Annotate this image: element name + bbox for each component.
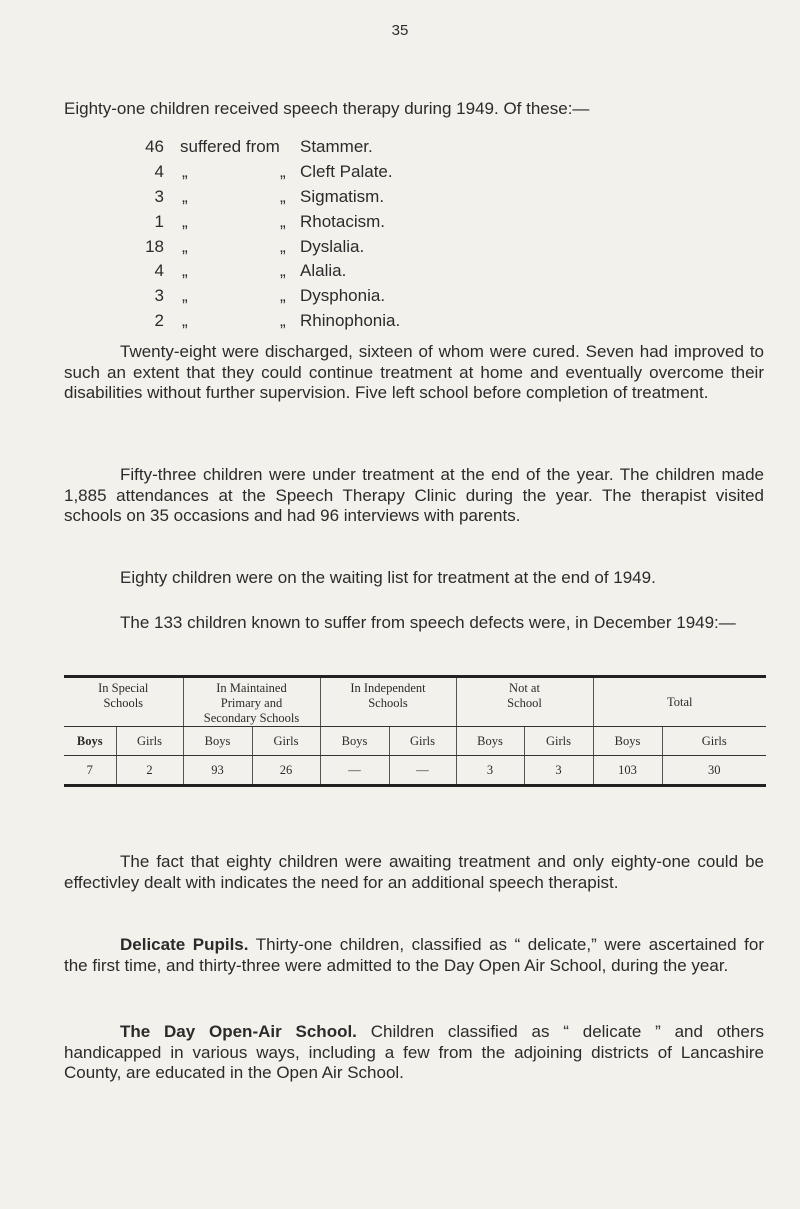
known-defects-paragraph: The 133 children known to suffer from speech defects were, in December 1949:— [120,613,736,632]
value-cell: — [320,756,389,786]
value-cell: 7 [64,756,116,786]
subheader-cell: Boys [456,727,524,756]
ditto-mark: „ [280,261,286,281]
ditto-mark: „ [280,236,286,256]
ditto-mark: „ [182,211,188,231]
condition-count: 46 [145,137,164,156]
group-header-special-schools: In Special Schools [64,677,183,727]
delicate-pupils-paragraph [64,935,764,976]
condition-count: 1 [154,211,164,231]
page-number: 35 [391,22,409,39]
value-cell: 3 [456,756,524,786]
speech-defects-table [64,675,766,787]
group-header-independent-schools: In Independent Schools [320,677,456,727]
subheader-cell: Boys [64,727,116,756]
condition-name: Rhinophonia. [300,311,401,331]
discharged-paragraph: Twenty-eight were discharged, sixteen of whom were cured. Seven had improved to such an extent that they could continue treatment at home and eventually overcome their disabilities without further supervision. Five left school before completion of treatment. [64,342,764,402]
condition-count: 18 [145,236,164,256]
condition-name: Cleft Palate. [300,161,393,181]
subheader-cell: Girls [524,727,593,756]
subheader-cell: Boys [183,727,252,756]
condition-name: Dysphonia. [300,286,386,306]
ditto-mark: „ [182,161,188,181]
condition-name: Alalia. [300,261,347,281]
ditto-mark: „ [182,311,188,331]
value-cell: 93 [183,756,252,786]
ditto-mark: „ [280,161,286,181]
value-cell: — [389,756,456,786]
subheader-cell: Girls [662,727,766,756]
subheader-cell: Girls [252,727,320,756]
table-group-header-row [64,677,766,727]
waiting-list-paragraph: Eighty children were on the waiting list for treatment at the end of 1949. [120,568,656,587]
ditto-mark: „ [280,211,286,231]
condition-count: 4 [154,161,164,181]
subheader-cell: Boys [320,727,389,756]
table-row [64,756,766,786]
table-subheader-row [64,727,766,756]
intro-paragraph: Eighty-one children received speech therapy during 1949. Of these:— [64,99,590,118]
condition-count: 4 [154,261,164,281]
condition-name: Stammer. [300,137,373,156]
ditto-mark: „ [280,311,286,331]
condition-name: Rhotacism. [300,211,386,231]
ditto-mark: „ [182,261,188,281]
subheader-cell: Boys [593,727,662,756]
ditto-mark: „ [182,236,188,256]
condition-lead: suffered from [180,137,280,156]
group-header-not-at-school: Not at School [456,677,593,727]
value-cell: 26 [252,756,320,786]
open-air-school-body: Children classified as “ delicate ” and others handicapped in various ways, including a few from the adjoining districts of Lancashire County, are educated in the Open Air School. [64,1022,764,1082]
ditto-mark: „ [280,186,286,206]
condition-name: Sigmatism. [300,186,385,206]
need-therapist-paragraph: The fact that eighty children were awaiting treatment and only eighty-one could be effectivley dealt with indicates the need for an additional speech therapist. [64,852,764,892]
group-header-maintained-schools: In Maintained Primary and Secondary Schools [183,677,320,727]
subheader-cell: Girls [389,727,456,756]
value-cell: 2 [116,756,183,786]
under-treatment-paragraph: Fifty-three children were under treatment at the end of the year. The children made 1,885 attendances at the Speech Therapy Clinic during the year. The therapist visited schools on 35 occasions and had 96 interviews with parents. [64,465,764,525]
condition-count: 3 [154,286,164,306]
ditto-mark: „ [182,286,188,306]
delicate-pupils-body: Thirty-one children, classified as “ delicate,” were ascertained for the first time, and thirty-three were admitted to the Day Open Air School, during the year. [64,935,764,975]
subheader-cell: Girls [116,727,183,756]
ditto-mark: „ [280,286,286,306]
value-cell: 103 [593,756,662,786]
open-air-school-paragraph [64,1022,764,1084]
delicate-pupils-heading: Delicate Pupils. [120,935,249,954]
ditto-mark: „ [182,186,188,206]
value-cell: 3 [524,756,593,786]
group-header-total: Total [593,677,766,727]
open-air-school-heading: The Day Open-Air School. [120,1022,357,1041]
condition-count: 2 [154,311,164,331]
condition-count: 3 [154,186,164,206]
value-cell: 30 [662,756,766,786]
condition-name: Dyslalia. [300,236,365,256]
